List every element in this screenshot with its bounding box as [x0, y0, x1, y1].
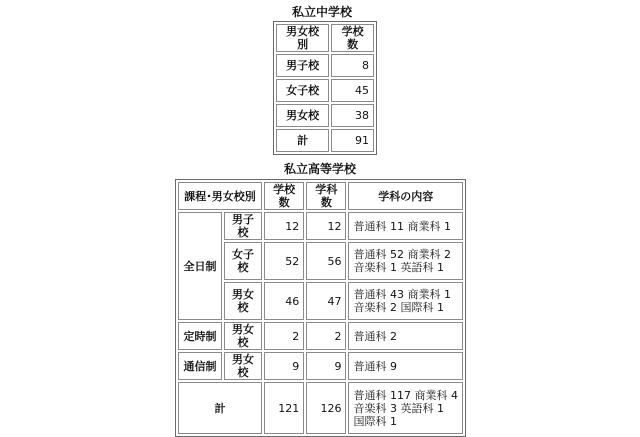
school-count: 2 — [264, 322, 304, 350]
row-type: 女子校 — [224, 242, 262, 280]
school-count: 45 — [331, 79, 374, 102]
table-row — [276, 79, 374, 102]
dept-content — [348, 282, 463, 320]
row-label: 男子校 — [276, 54, 329, 77]
row-type: 男女校 — [224, 322, 262, 350]
dept-content-line: 音楽科 2 国際科 1 — [353, 301, 444, 314]
dept-count: 12 — [306, 212, 346, 240]
table-row — [178, 212, 463, 240]
table-row — [178, 322, 463, 350]
school-count-total: 91 — [331, 129, 374, 152]
row-label: 女子校 — [276, 79, 329, 102]
course-correspondence: 通信制 — [178, 352, 222, 380]
dept-content — [348, 242, 463, 280]
header-course-gender: 課程･男女校別 — [178, 182, 262, 210]
row-label: 男女校 — [276, 104, 329, 127]
table-header-row — [276, 24, 374, 52]
row-type: 男女校 — [224, 352, 262, 380]
row-label-total: 計 — [178, 382, 262, 434]
high-school-title: 私立高等学校 — [283, 162, 356, 176]
school-count: 12 — [264, 212, 304, 240]
table-row — [276, 54, 374, 77]
row-type: 男子校 — [224, 212, 262, 240]
school-count-total: 121 — [264, 382, 304, 434]
dept-count: 9 — [306, 352, 346, 380]
dept-content-line: 国際科 1 — [353, 414, 397, 428]
header-school-count: 学校数 — [331, 24, 374, 52]
dept-content-line: 普通科 9 — [353, 359, 397, 373]
table-row — [276, 104, 374, 127]
school-count: 52 — [264, 242, 304, 280]
course-full-time: 全日制 — [178, 212, 222, 320]
dept-content-line: 普通科 2 — [353, 329, 397, 343]
dept-content-line: 普通科 11 商業科 1 — [353, 219, 451, 233]
school-count: 9 — [264, 352, 304, 380]
course-part-time: 定時制 — [178, 322, 222, 350]
table-row-total — [276, 129, 374, 152]
middle-school-title: 私立中学校 — [291, 5, 352, 19]
table-header-row — [178, 182, 463, 210]
dept-count: 47 — [306, 282, 346, 320]
school-count: 38 — [331, 104, 374, 127]
header-gender-type: 男女校別 — [276, 24, 329, 52]
dept-content — [348, 322, 463, 350]
school-count: 8 — [331, 54, 374, 77]
row-label-total: 計 — [276, 129, 329, 152]
dept-count: 56 — [306, 242, 346, 280]
dept-content-line: 音楽科 1 英語科 1 — [353, 261, 444, 274]
dept-content — [348, 352, 463, 380]
row-type: 男女校 — [224, 282, 262, 320]
dept-content — [348, 212, 463, 240]
header-dept-content: 学科の内容 — [348, 182, 463, 210]
header-dept-count: 学科数 — [306, 182, 346, 210]
header-school-count: 学校数 — [264, 182, 304, 210]
table-row-total — [178, 382, 463, 434]
dept-content-line: 普通科 52 商業科 2 — [353, 248, 451, 261]
high-school-table — [175, 179, 466, 437]
school-count: 46 — [264, 282, 304, 320]
table-row — [178, 352, 463, 380]
dept-count-total: 126 — [306, 382, 346, 434]
dept-content-line: 普通科 117 商業科 4 — [353, 388, 458, 402]
dept-content — [348, 382, 463, 434]
dept-content-line: 普通科 43 商業科 1 — [353, 288, 451, 301]
dept-content-line: 音楽科 3 英語科 1 — [353, 401, 444, 415]
middle-school-table — [273, 21, 377, 155]
dept-count: 2 — [306, 322, 346, 350]
